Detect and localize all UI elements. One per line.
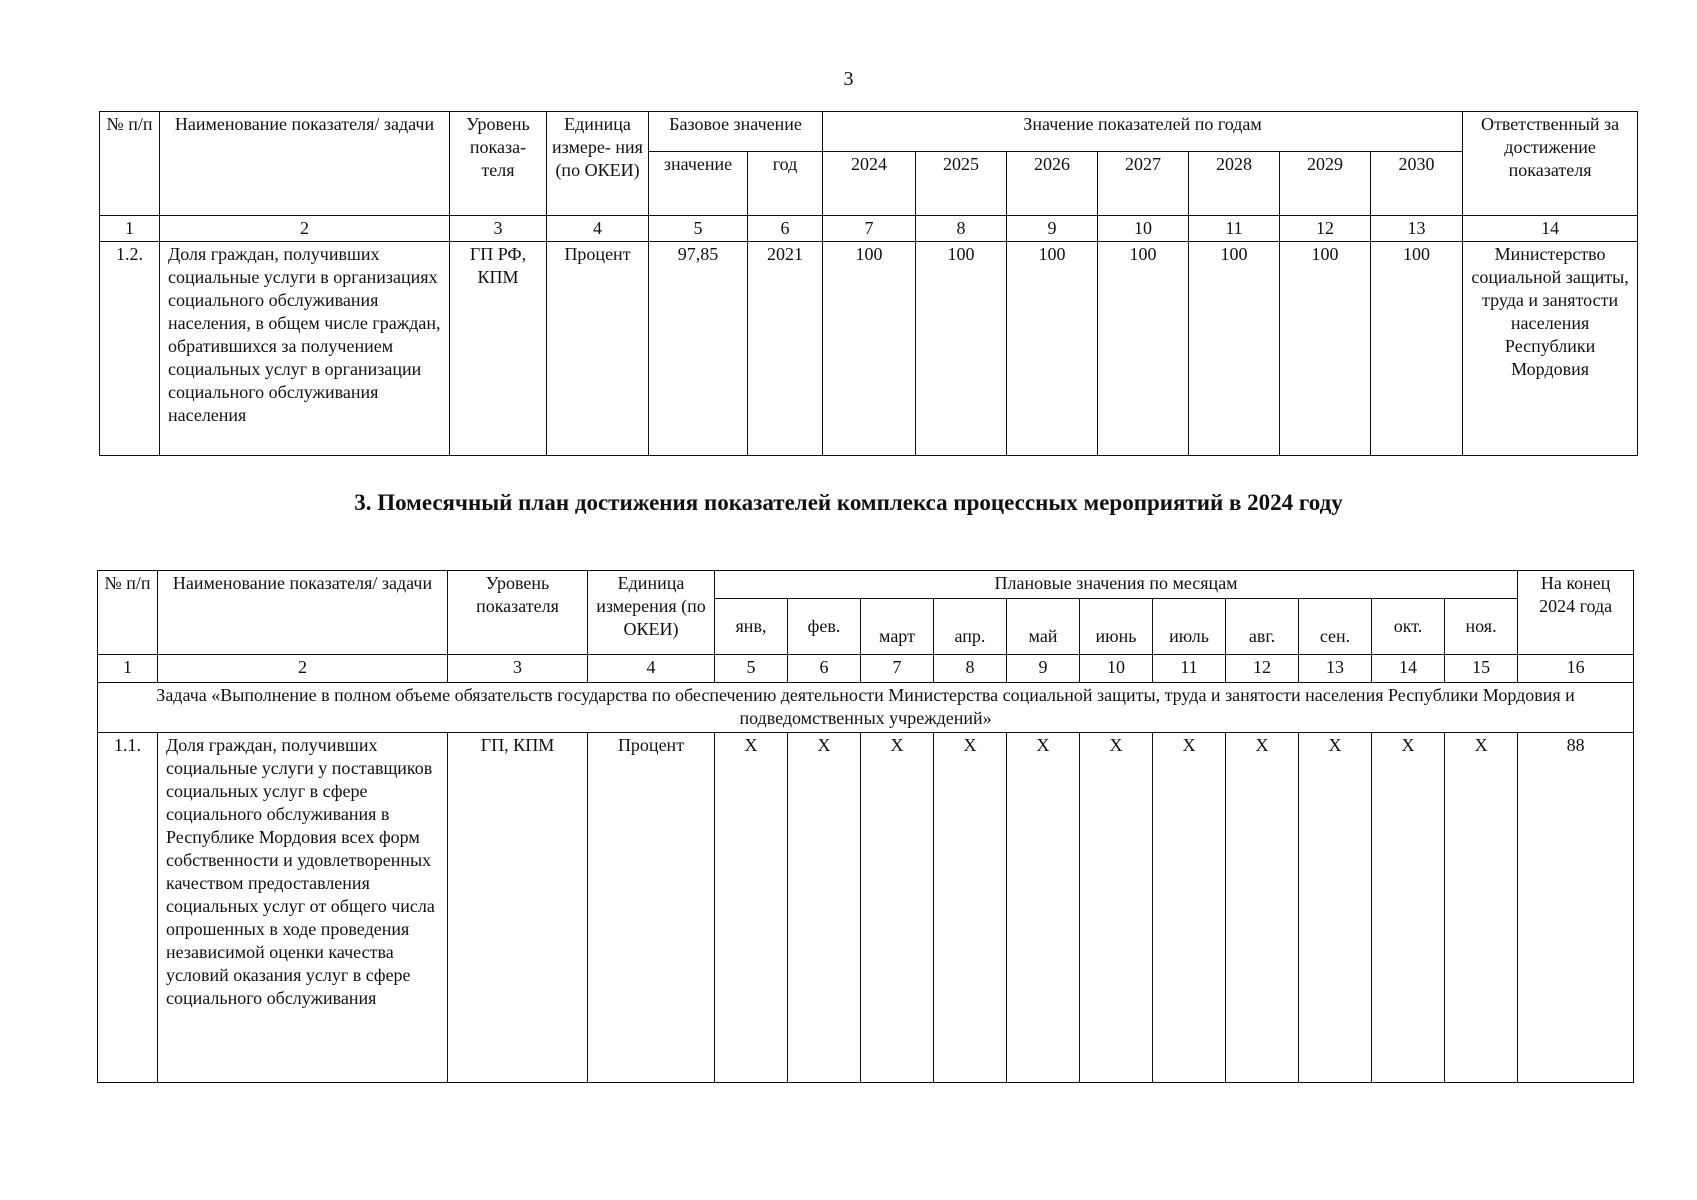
row-year-value: 100 <box>1371 242 1463 456</box>
col-number: 1 <box>100 216 160 242</box>
col-number: 11 <box>1189 216 1280 242</box>
col-number: 2 <box>158 655 448 683</box>
header-month: март <box>861 599 934 655</box>
row-year-value: 100 <box>1007 242 1098 456</box>
header-level: Уровень показателя <box>448 571 588 655</box>
row-end-value: 88 <box>1518 733 1634 1083</box>
row-unit: Процент <box>588 733 715 1083</box>
header-year: 2030 <box>1371 152 1463 216</box>
col-number: 4 <box>547 216 649 242</box>
row-month-value: X <box>934 733 1007 1083</box>
row-year-value: 100 <box>823 242 916 456</box>
monthly-plan-table <box>97 570 1634 1083</box>
header-year: 2024 <box>823 152 916 216</box>
row-name: Доля граждан, получивших социальные услуги в организациях социального обслуживания населения, в общем числе граждан, обратившихся за получением социальных услуг в организации социального обслуживания населения <box>160 242 450 456</box>
col-number: 6 <box>788 655 861 683</box>
row-level: ГП РФ, КПМ <box>450 242 547 456</box>
header-base-value: значение <box>649 152 748 216</box>
task-row: Задача «Выполнение в полном объеме обязательств государства по обеспечению деятельности Министерства социальной защиты, труда и занятости населения Республики Мордовия и подведомственных учреждений» <box>98 683 1634 733</box>
row-month-value: X <box>1080 733 1153 1083</box>
row-year-value: 100 <box>916 242 1007 456</box>
header-base-year: год <box>748 152 823 216</box>
row-month-value: X <box>861 733 934 1083</box>
col-number: 8 <box>934 655 1007 683</box>
section-title: 3. Помесячный план достижения показателей комплекса процессных мероприятий в 2024 году <box>354 490 1343 515</box>
col-number: 7 <box>861 655 934 683</box>
header-name: Наименование показателя/ задачи <box>158 571 448 655</box>
col-number: 5 <box>649 216 748 242</box>
header-month: ноя. <box>1445 599 1518 655</box>
indicators-by-year-table <box>99 111 1638 456</box>
table-row <box>100 242 1638 456</box>
header-years-group: Значение показателей по годам <box>823 112 1463 152</box>
row-unit: Процент <box>547 242 649 456</box>
col-number: 8 <box>916 216 1007 242</box>
col-number: 9 <box>1007 655 1080 683</box>
row-year-value: 100 <box>1189 242 1280 456</box>
header-year: 2027 <box>1098 152 1189 216</box>
row-month-value: X <box>715 733 788 1083</box>
header-num: № п/п <box>100 112 160 216</box>
header-year: 2029 <box>1280 152 1371 216</box>
col-number: 11 <box>1153 655 1226 683</box>
col-number: 3 <box>448 655 588 683</box>
row-year-value: 100 <box>1098 242 1189 456</box>
header-base: Базовое значение <box>649 112 823 152</box>
col-number: 13 <box>1299 655 1372 683</box>
row-month-value: X <box>1299 733 1372 1083</box>
header-month: май <box>1007 599 1080 655</box>
col-number: 3 <box>450 216 547 242</box>
row-name: Доля граждан, получивших социальные услуги у поставщиков социальных услуг в сфере социального обслуживания в Республике Мордовия всех форм собственности и удовлетворенных качеством предоставления социальных услуг от общего числа опрошенных в ходе проведения независимой оценки качества условий оказания услуг в сфере социального обслуживания <box>158 733 448 1083</box>
header-name: Наименование показателя/ задачи <box>160 112 450 216</box>
page-number: 3 <box>843 68 854 90</box>
col-number: 13 <box>1371 216 1463 242</box>
row-month-value: X <box>788 733 861 1083</box>
header-unit: Единица измере- ния (по ОКЕИ) <box>547 112 649 216</box>
col-number: 4 <box>588 655 715 683</box>
row-month-value: X <box>1007 733 1080 1083</box>
row-base-value: 97,85 <box>649 242 748 456</box>
header-year: 2028 <box>1189 152 1280 216</box>
row-base-year: 2021 <box>748 242 823 456</box>
row-month-value: X <box>1372 733 1445 1083</box>
header-month: янв, <box>715 599 788 655</box>
col-number: 10 <box>1098 216 1189 242</box>
col-number: 12 <box>1280 216 1371 242</box>
header-year: 2025 <box>916 152 1007 216</box>
header-month: июль <box>1153 599 1226 655</box>
table-row <box>98 733 1634 1083</box>
col-number: 5 <box>715 655 788 683</box>
header-year: 2026 <box>1007 152 1098 216</box>
row-num: 1.2. <box>100 242 160 456</box>
col-number: 12 <box>1226 655 1299 683</box>
col-number: 16 <box>1518 655 1634 683</box>
header-month: авг. <box>1226 599 1299 655</box>
col-number: 6 <box>748 216 823 242</box>
row-month-value: X <box>1445 733 1518 1083</box>
col-number: 15 <box>1445 655 1518 683</box>
row-year-value: 100 <box>1280 242 1371 456</box>
header-month: апр. <box>934 599 1007 655</box>
header-level: Уровень показа- теля <box>450 112 547 216</box>
col-number: 9 <box>1007 216 1098 242</box>
row-responsible: Министерство социальной защиты, труда и занятости населения Республики Мордовия <box>1463 242 1638 456</box>
header-num: № п/п <box>98 571 158 655</box>
row-month-value: X <box>1226 733 1299 1083</box>
header-month: фев. <box>788 599 861 655</box>
col-number: 14 <box>1372 655 1445 683</box>
col-number: 7 <box>823 216 916 242</box>
col-number: 10 <box>1080 655 1153 683</box>
row-month-value: X <box>1153 733 1226 1083</box>
row-num: 1.1. <box>98 733 158 1083</box>
col-number: 2 <box>160 216 450 242</box>
row-level: ГП, КПМ <box>448 733 588 1083</box>
header-month: окт. <box>1372 599 1445 655</box>
header-month: сен. <box>1299 599 1372 655</box>
header-responsible: Ответственный за достижение показателя <box>1463 112 1638 216</box>
header-months-group: Плановые значения по месяцам <box>715 571 1518 599</box>
header-unit: Единица измерения (по ОКЕИ) <box>588 571 715 655</box>
col-number: 14 <box>1463 216 1638 242</box>
header-month: июнь <box>1080 599 1153 655</box>
col-number: 1 <box>98 655 158 683</box>
header-end-of-year: На конец 2024 года <box>1518 571 1634 655</box>
